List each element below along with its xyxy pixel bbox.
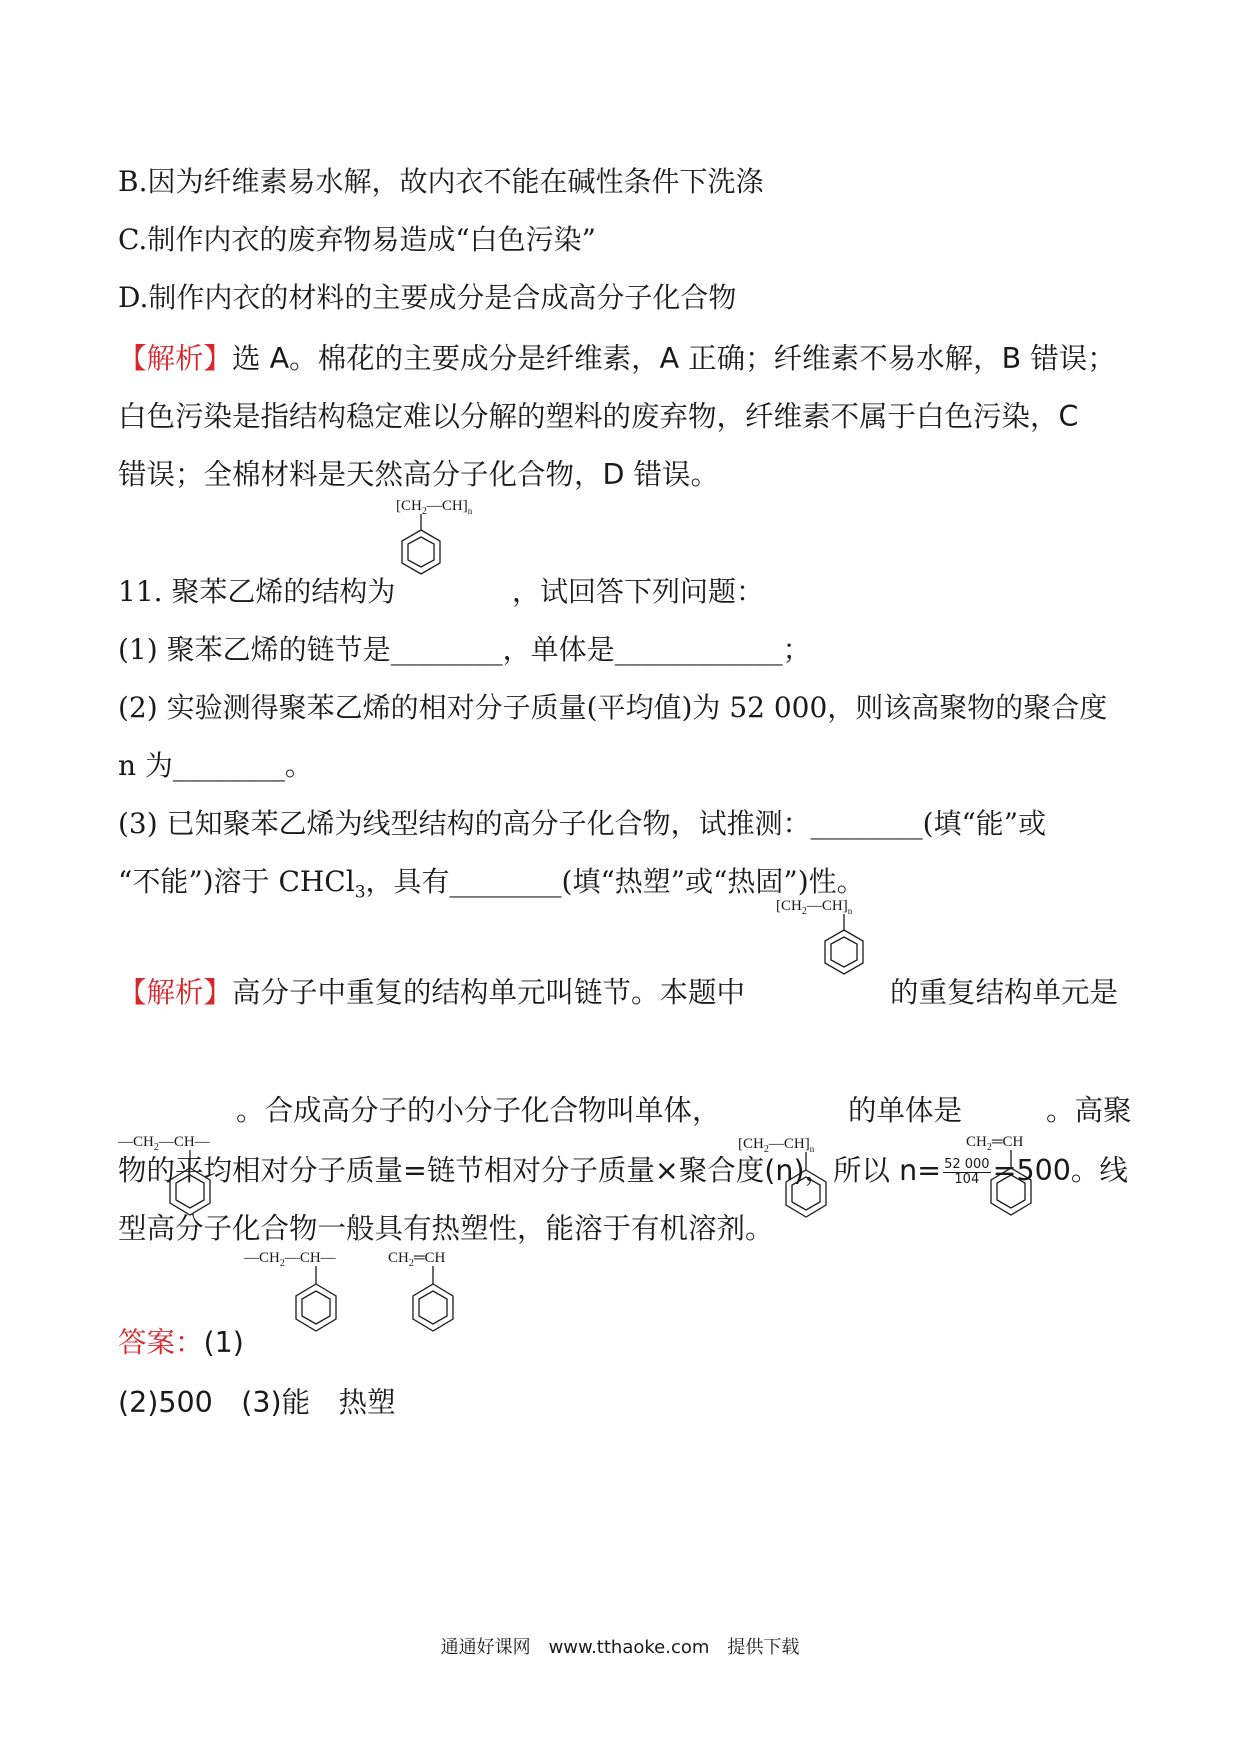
q11-part2-cont: n 为________。 [118, 749, 313, 782]
q11-part3-cont: “不能”)溶于 CHCl$_3$，具有________(填“热塑”或“热固”)性。 [118, 865, 865, 903]
analysis2-line1b: 的重复结构单元是 [890, 976, 1119, 1009]
analysis2-line2c: 。高聚 [1046, 1094, 1132, 1127]
footer-text: 通通好课网 www.tthaoke.com 提供下载 [440, 1637, 800, 1658]
fraction: $\frac{52 000}{104}$ [944, 1156, 990, 1187]
option-c: C.制作内衣的废弃物易造成“白色污染” [118, 223, 596, 256]
analysis1-line2: 白色污染是指结构稳定难以分解的塑料的废弃物，纤维素不属于白色污染，C [118, 400, 1079, 433]
analysis1-text1: 选 A。棉花的主要成分是纤维素，A 正确；纤维素不易水解，B 错误； [232, 342, 1116, 375]
q11-part2: (2) 实验测得聚苯乙烯的相对分子质量(平均值)为 52 000，则该高聚物的聚合度 [118, 691, 1108, 724]
answer-line1: 答案：(1) [118, 1326, 244, 1359]
analysis1-line3: 错误；全棉材料是天然高分子化合物，D 错误。 [118, 458, 720, 491]
q11-stem: 11. 聚苯乙烯的结构为 [118, 575, 396, 608]
analysis2-line1a: 【解析】高分子中重复的结构单元叫链节。本题中 [118, 976, 746, 1009]
svg-text:[CH2—CH]n: $[CH_2—CH]_n$ [776, 898, 853, 917]
analysis2-line4: 型高分子化合物一般具有热塑性，能溶于有机溶剂。 [118, 1212, 774, 1245]
analysis2-line2b: 的单体是 [848, 1094, 963, 1127]
analysis2-tag: 【解析】 [118, 976, 233, 1009]
q11-part1: (1) 聚苯乙烯的链节是________，单体是____________； [118, 633, 811, 666]
answer-line2: (2)500 (3)能 热塑 [118, 1386, 396, 1419]
q11-stem-end: ，试回答下列问题： [512, 575, 765, 608]
svg-text:[CH2—CH]n: $[CH_2—CH]_n$ [738, 1136, 815, 1155]
answer-tag: 答案： [118, 1326, 204, 1359]
svg-text:CH2═CH: $CH_2═CH$ [388, 1250, 446, 1269]
polystyrene-structure-2 [776, 890, 886, 990]
option-d: D.制作内衣的材料的主要成分是合成高分子化合物 [118, 281, 737, 314]
svg-text:CH2═CH: $CH_2═CH$ [966, 1134, 1024, 1153]
svg-text:—CH2—CH—: $—CH_2—CH—$ [118, 1134, 210, 1153]
analysis1-line1 [118, 336, 1116, 377]
answer-repeat-unit-structure [244, 1244, 354, 1354]
analysis2-line3: 物的平均相对分子质量=链节相对分子质量×聚合度(n)，所以 n= $\frac{52 000}{104}$ =500。线 [118, 1154, 1128, 1187]
svg-text:—CH2—CH—: $—CH_2—CH—$ [244, 1250, 336, 1269]
analysis-tag: 【解析】 [118, 342, 233, 375]
answer-monomer-structure [388, 1244, 478, 1354]
option-b: B.因为纤维素易水解，故内衣不能在碱性条件下洗涤 [118, 165, 764, 198]
polystyrene-structure-1 [396, 492, 506, 592]
analysis2-line2a: 。合成高分子的小分子化合物叫单体， [236, 1094, 721, 1127]
q11-part3: (3) 已知聚苯乙烯为线型结构的高分子化合物，试推测：________(填“能”或 [118, 807, 1047, 840]
svg-text:[CH2—CH]n: $[CH_2—CH]_n$ [396, 498, 473, 517]
